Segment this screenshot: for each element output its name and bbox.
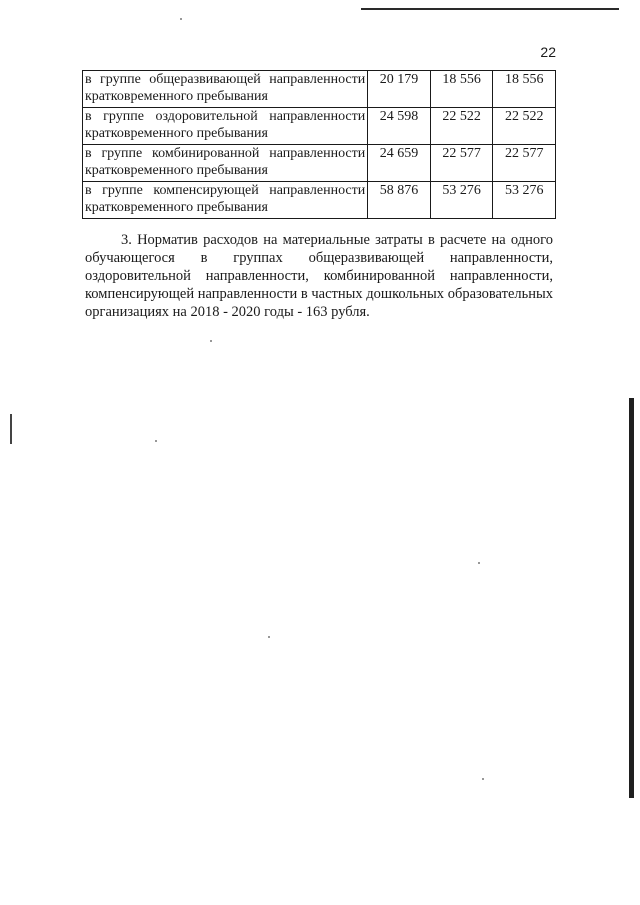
value-cell: 18 556 <box>493 71 556 108</box>
value-cell: 58 876 <box>368 182 431 219</box>
value-cell: 22 522 <box>493 108 556 145</box>
expense-norms-table <box>82 70 556 219</box>
scan-edge-shadow <box>629 398 634 798</box>
group-name-cell: в группе общеразвивающей направленности кратковременного пребывания <box>83 71 368 108</box>
value-cell: 53 276 <box>430 182 493 219</box>
scan-speck <box>210 340 212 342</box>
group-name-cell: в группе компенсирующей направленности кратковременного пребывания <box>83 182 368 219</box>
value-cell: 18 556 <box>430 71 493 108</box>
scan-speck <box>155 440 157 442</box>
table-row <box>83 108 556 145</box>
group-name-cell: в группе комбинированной направленности кратковременного пребывания <box>83 145 368 182</box>
value-cell: 22 577 <box>430 145 493 182</box>
page-number: 22 <box>540 44 556 60</box>
value-cell: 24 659 <box>368 145 431 182</box>
scan-border-line <box>361 8 619 10</box>
material-costs-paragraph: 3. Норматив расходов на материальные затраты в расчете на одного обучающегося в группах общеразвивающей направленности, оздоровительной направленности, комбинированной направленности, компенсирующей направленности в частных дошкольных образовательных организациях на 2018 - 2020 годы - 163 рубля. <box>85 232 553 320</box>
value-cell: 22 577 <box>493 145 556 182</box>
value-cell: 53 276 <box>493 182 556 219</box>
group-name-cell: в группе оздоровительной направленности кратковременного пребывания <box>83 108 368 145</box>
table-row <box>83 71 556 108</box>
scan-speck <box>268 636 270 638</box>
value-cell: 20 179 <box>368 71 431 108</box>
scan-speck <box>180 18 182 20</box>
value-cell: 22 522 <box>430 108 493 145</box>
table-row <box>83 182 556 219</box>
scan-speck <box>478 562 480 564</box>
table-row <box>83 145 556 182</box>
scan-mark <box>10 414 12 444</box>
value-cell: 24 598 <box>368 108 431 145</box>
scan-speck <box>482 778 484 780</box>
